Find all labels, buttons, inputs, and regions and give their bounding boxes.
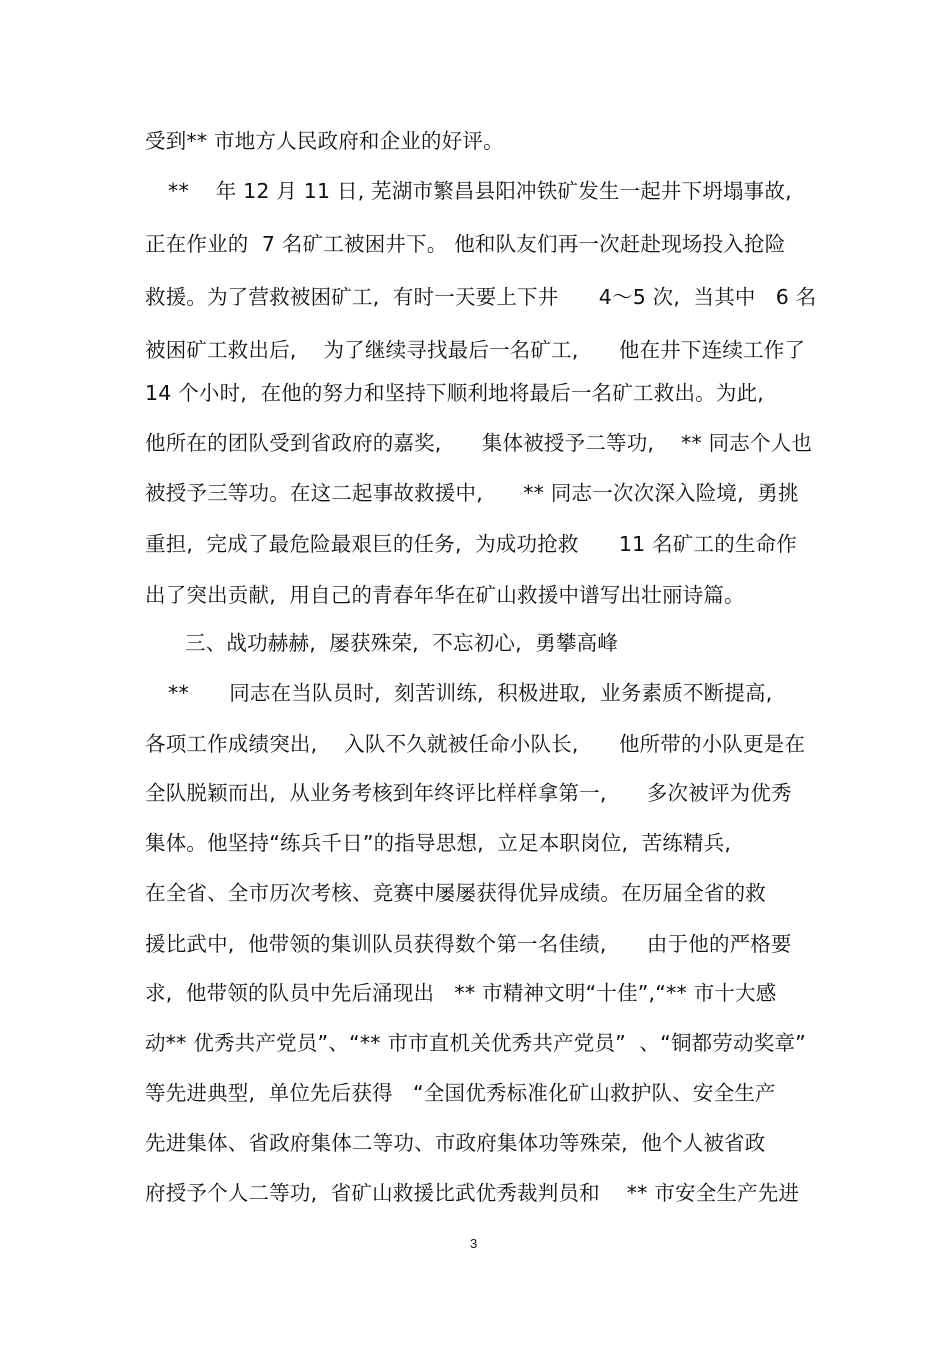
text-line-9: 重担, 完成了最危险最艰巨的任务, 为成功抢救 11 名矿工的生命作 (145, 532, 797, 556)
text-line-16: 在全省、全市历次考核、竞赛中屡屡获得优异成绩。在历届全省的救 (145, 881, 766, 905)
text-line-18: 求, 他带领的队员中先后涌现出 ** 市精神文明“十佳”,“** 市十大感 (145, 981, 777, 1005)
text-line-21: 先进集体、省政府集体二等功、市政府集体功等殊荣, 他个人被省政 (145, 1131, 766, 1155)
text-line-13: 各项工作成绩突出, 入队不久就被任命小队长, 他所带的小队更是在 (145, 732, 806, 756)
text-line-3: 正在作业的 7 名矿工被困井下。 他和队友们再一次赶赴现场投入抢险 (145, 232, 786, 256)
text-line-20: 等先进典型, 单位先后获得 “全国优秀标准化矿山救护队、安全生产 (145, 1081, 776, 1105)
text-line-8: 被授予三等功。在这二起事故救援中, ** 同志一次次深入险境, 勇挑 (145, 481, 799, 505)
text-line-5: 被困矿工救出后, 为了继续寻找最后一名矿工, 他在井下连续工作了 (145, 338, 806, 362)
text-line-7: 他所在的团队受到省政府的嘉奖, 集体被授予二等功, ** 同志个人也 (145, 431, 813, 455)
text-line-19: 动** 优秀共产党员”、“** 市市直机关优秀共产党员” 、“铜都劳动奖章” (145, 1031, 806, 1055)
text-line-12: ** 同志在当队员时, 刻苦训练, 积极进取, 业务素质不断提高, (168, 681, 773, 705)
page-number: 3 (470, 1236, 478, 1251)
text-line-15: 集体。他坚持“练兵千日”的指导思想, 立足本职岗位, 苦练精兵, (145, 831, 732, 855)
text-line-6: 14 个小时, 在他的努力和坚持下顺利地将最后一名矿工救出。为此, (145, 381, 764, 405)
text-line-14: 全队脱颖而出, 从业务考核到年终评比样样拿第一, 多次被评为优秀 (145, 781, 792, 805)
text-line-2: ** 年 12 月 11 日, 芜湖市繁昌县阳冲铁矿发生一起井下坍塌事故, (168, 179, 792, 203)
text-line-1: 受到** 市地方人民政府和企业的好评。 (145, 129, 504, 153)
text-line-17: 援比武中, 他带领的集训队员获得数个第一名佳绩, 由于他的严格要 (145, 932, 792, 956)
text-line-10: 出了突出贡献, 用自己的青春年华在矿山救援中谱写出壮丽诗篇。 (145, 583, 745, 607)
text-line-22: 府授予个人二等功, 省矿山救援比武优秀裁判员和 ** 市安全生产先进 (145, 1181, 800, 1205)
text-line-4: 救援。为了营救被困矿工, 有时一天要上下井 4～5 次, 当其中 6 名 (145, 285, 817, 309)
section-heading: 三、战功赫赫, 屡获殊荣, 不忘初心, 勇攀高峰 (185, 631, 619, 655)
